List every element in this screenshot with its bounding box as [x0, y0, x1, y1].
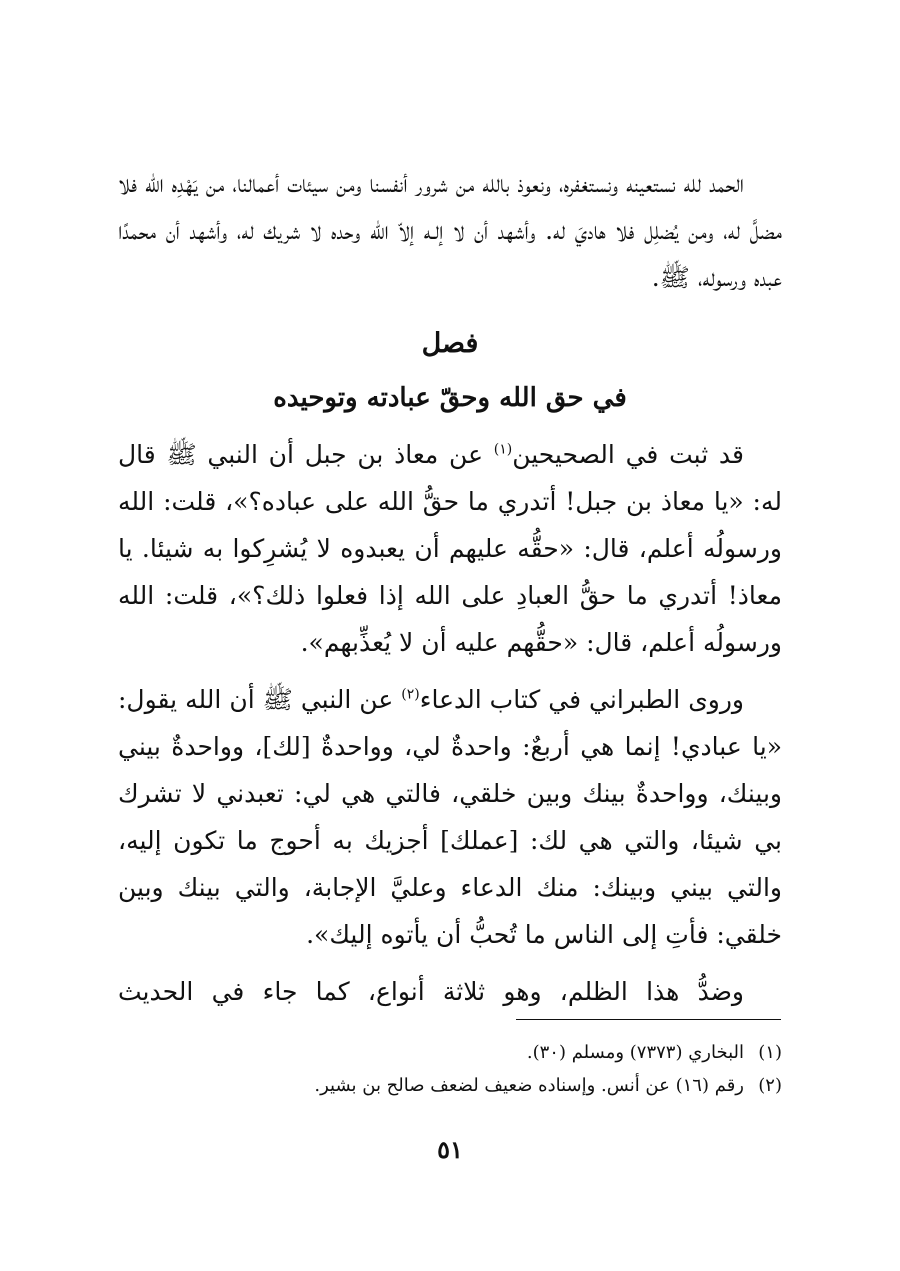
- footnote-separator: [516, 1019, 781, 1020]
- paragraph-muadh-hadith: [118, 431, 782, 666]
- footnote-text: البخاري (٧٣٧٣) ومسلم (٣٠).: [526, 1042, 744, 1063]
- paragraph-text-after-ref: عن معاذ بن جبل أن النبي ﷺ قال له: «يا معاذ بن جبل! أتدري ما حقُّ الله على عباده؟»، قلت: الله ورسولُه أعلم، قال: «حقُّه عليهم أن يعبدوه لا يُشرِكوا به شيئا. يا معاذ! أتدري ما حقُّ العبادِ على الله إذا فعلوا ذلك؟»، قلت: الله ورسولُه أعلم، قال: «حقُّهم عليه أن لا يُعذِّبهم».: [118, 440, 782, 657]
- footnote-1: [118, 1036, 782, 1069]
- footnote-ref-1[interactable]: (١): [493, 441, 513, 458]
- paragraph-text-after-ref: عن النبي ﷺ أن الله يقول: «يا عبادي! إنما هي أربعٌ: واحدةٌ لي، وواحدةٌ [لك]، وواحدةٌ بيني وبينك، وواحدةٌ بينك وبين خلقي، فالتي هي لي: تعبدني لا تشرك بي شيئا، والتي هي لك: [عملك] أجزيك به أحوج ما تكون إليه، والتي بيني وبينك: منك الدعاء وعليَّ الإجابة، والتي بينك وبين خلقي: فأتِ إلى الناس ما تُحبُّ أن يأتوه إليك».: [118, 685, 782, 949]
- paragraph-continuation: وضدُّ هذا الظلم، وهو ثلاثة أنواع، كما جاء في الحديث: [118, 977, 744, 1006]
- footnote-number: (١): [758, 1042, 782, 1063]
- section-heading: فصل: [421, 328, 479, 359]
- page-number: ٥١: [437, 1135, 463, 1164]
- page-body: [118, 160, 782, 1015]
- footnote-ref-2[interactable]: (٢): [401, 686, 420, 703]
- footnotes: [118, 1036, 782, 1102]
- section-subheading: في حق الله وحقّ عبادته وتوحيده: [273, 383, 627, 413]
- paragraph-text-before-ref: وروى الطبراني في كتاب الدعاء: [419, 685, 744, 714]
- footnote-2: [118, 1069, 782, 1102]
- footnote-number: (٢): [758, 1075, 782, 1096]
- intro-paragraph: الحمد لله نستعينه ونستغفره، ونعوذ بالله من شرور أنفسنا ومن سيئات أعمالنا، من يَهْدِه الله فلا مضلَّ له، ومن يُضلِل فلا هاديَ له. وأشهد أن لا إلـه إلاّ الله وحده لا شريك له، وأشهد أن محمدًا عبده ورسوله، ﷺ.: [118, 169, 782, 292]
- paragraph-tabarani-hadith: [118, 676, 782, 958]
- paragraph-text-before-ref: قد ثبت في الصحيحين: [512, 440, 744, 469]
- footnote-text: رقم (١٦) عن أنس. وإسناده ضعيف لضعف صالح بن بشير.: [314, 1075, 744, 1096]
